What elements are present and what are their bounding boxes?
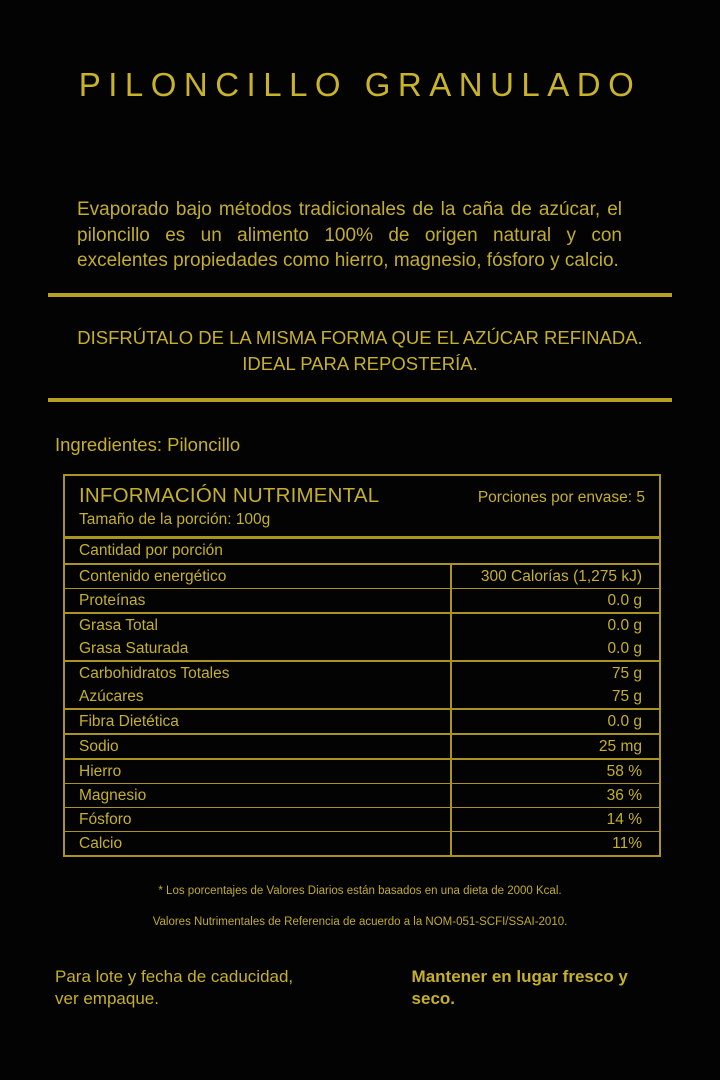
nutrient-value: 75 g: [611, 665, 642, 682]
nutrition-title: INFORMACIÓN NUTRIMENTAL: [79, 484, 380, 507]
servings-per-container: Porciones por envase: 5: [477, 489, 645, 506]
footnote-reference-norm: Valores Nutrimentales de Referencia de acuerdo a la NOM-051-SCFI/SSAI-2010.: [152, 916, 568, 928]
table-row: [65, 661, 659, 685]
nutrient-value: 0.0 g: [607, 617, 642, 634]
nutrient-name: Azúcares: [65, 685, 451, 709]
nutrient-name: Hierro: [65, 759, 451, 784]
divider-rule-bottom: [48, 398, 672, 402]
nutrient-value: 36 %: [451, 784, 659, 808]
nutrient-name: Magnesio: [65, 784, 451, 808]
nutrient-value: 300 Calorías (1,275 kJ): [451, 565, 659, 589]
nutrient-name: Sodio: [65, 734, 451, 759]
nutrition-rows: [65, 539, 659, 855]
table-row: [65, 784, 659, 808]
batch-info-line-1: Para lote y fecha de caducidad,: [55, 967, 294, 986]
nutrient-value: 0.0 g: [451, 637, 659, 661]
table-row: [65, 613, 659, 637]
batch-info: [55, 966, 412, 1010]
nutrient-name: Fósforo: [65, 808, 451, 832]
table-row: [65, 637, 659, 661]
nutrition-table-body: [65, 565, 659, 855]
table-row: [65, 685, 659, 709]
page-title: PILONCILLO GRANULADO: [78, 66, 642, 103]
table-row: [65, 808, 659, 832]
nutrient-name: Proteínas: [65, 589, 451, 614]
nutrition-facts-panel: [63, 474, 661, 857]
nutrient-value: 11%: [612, 835, 642, 852]
nutrient-name: Grasa Saturada: [65, 637, 451, 661]
nutrition-header-row: [79, 484, 645, 508]
nutrient-value: 0.0 g: [451, 589, 659, 614]
nutrient-value: 0.0 g: [451, 709, 659, 734]
batch-info-line-2: ver empaque.: [55, 989, 159, 1008]
table-row: [65, 734, 659, 759]
tagline-block: [48, 325, 672, 377]
table-row: [65, 832, 659, 856]
nutrient-name: Carbohidratos Totales: [65, 661, 451, 685]
footnotes-block: [0, 884, 720, 930]
nutrient-name: Contenido energético: [65, 565, 451, 589]
nutrient-name: Grasa Total: [65, 613, 451, 637]
nutrient-name: Calcio: [65, 832, 451, 856]
ingredients-text: Ingredientes: Piloncillo: [55, 434, 241, 455]
storage-instructions: Mantener en lugar fresco y seco.: [411, 967, 628, 1008]
nutrient-value: 14 %: [451, 808, 659, 832]
nutrient-value: 25 mg: [451, 734, 659, 759]
nutrition-table: [65, 565, 659, 855]
nutrient-name: Fibra Dietética: [65, 709, 451, 734]
table-row: [65, 565, 659, 589]
table-row: [65, 709, 659, 734]
nutrient-value: 58 %: [451, 759, 659, 784]
divider-rule-top: [48, 293, 672, 297]
bottom-info-block: [55, 966, 675, 1010]
table-row: [65, 589, 659, 614]
amount-per-serving-label: Cantidad por porción: [65, 539, 659, 565]
product-description: Evaporado bajo métodos tradicionales de la caña de azúcar, el piloncillo es un alimento 100% de origen natural y con excelentes propiedades como hierro, magnesio, fósforo y calcio.: [77, 199, 622, 271]
nutrition-header: [65, 476, 659, 539]
tagline-line-2: IDEAL PARA REPOSTERÍA.: [242, 353, 478, 374]
footnote-daily-values: * Los porcentajes de Valores Diarios están basados en una dieta de 2000 Kcal.: [158, 885, 562, 897]
serving-size: Tamaño de la porción: 100g: [79, 511, 271, 528]
table-row: [65, 759, 659, 784]
tagline-line-1: DISFRÚTALO DE LA MISMA FORMA QUE EL AZÚCAR REFINADA.: [77, 327, 643, 348]
nutrient-value: 75 g: [451, 685, 659, 709]
